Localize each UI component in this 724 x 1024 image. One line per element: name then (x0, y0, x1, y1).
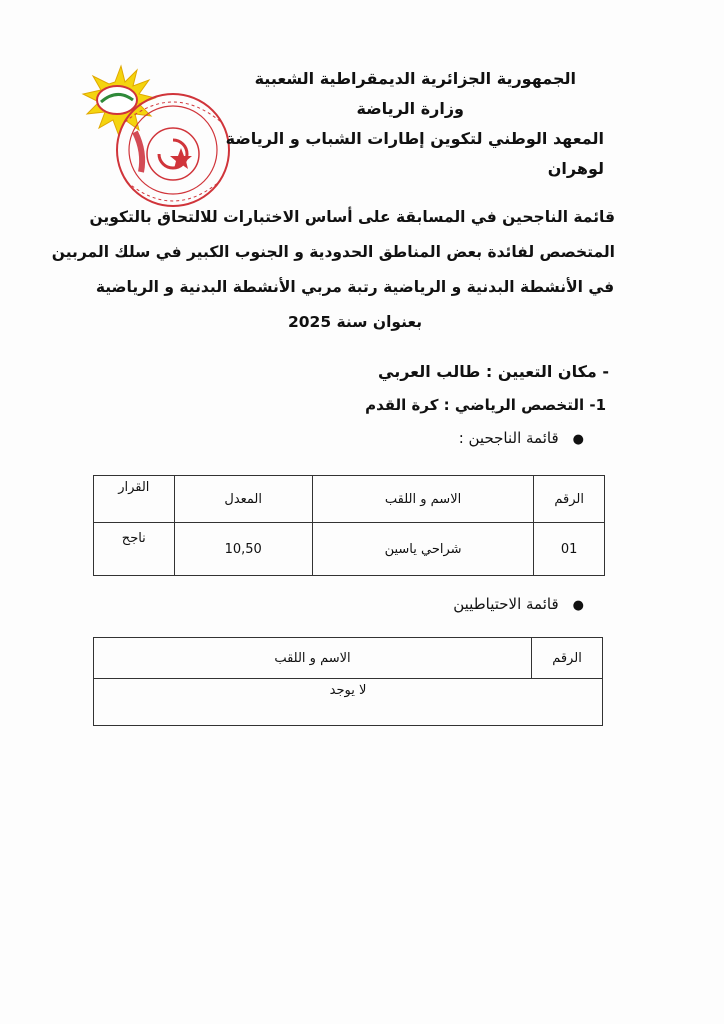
successful-table (93, 475, 605, 576)
col-number: الرقم (534, 476, 605, 523)
table-row (94, 679, 603, 726)
sport-specialty: 1- التخصص الرياضي : كرة القدم (365, 396, 606, 414)
table-header-row (94, 638, 603, 679)
table-header-row (94, 476, 605, 523)
reserves-heading-text: قائمة الاحتياطيين (453, 595, 559, 613)
title-line-1: قائمة الناجحين في المسابقة على أساس الاختبارات للالتحاق بالتكوين (89, 208, 615, 226)
title-line-3: في الأنشطة البدنية و الرياضية رتبة مربي الأنشطة البدنية و الرياضية (95, 278, 615, 296)
successful-heading-text: قائمة الناجحين : (458, 429, 559, 447)
col-decision: القرار (94, 476, 175, 523)
bullet-icon: ● (572, 598, 584, 613)
empty-cell: لا يوجد (94, 679, 603, 726)
title-line-4: بعنوان سنة 2025 (287, 313, 423, 331)
institute-name: المعهد الوطني لتكوين إطارات الشباب و الرياضة لوهران (225, 129, 604, 178)
cell-decision: ناجح (94, 523, 175, 576)
cell-name: شراحي ياسين (312, 523, 534, 576)
posting-location: - مكان التعيين : طالب العربي (378, 362, 609, 381)
reserves-table (93, 637, 603, 726)
col-average: المعدل (174, 476, 312, 523)
cell-average: 10,50 (174, 523, 312, 576)
cell-number: 01 (534, 523, 605, 576)
col-name: الاسم و اللقب (312, 476, 534, 523)
bullet-icon: ● (572, 432, 584, 447)
document-header (184, 64, 604, 184)
ministry-name: وزارة الرياضة (356, 99, 464, 118)
reserves-list-heading (453, 595, 584, 613)
republic-name: الجمهورية الجزائرية الديمقراطية الشعبية (254, 69, 576, 88)
col-number: الرقم (532, 638, 603, 679)
document-title (51, 200, 615, 340)
title-line-2: المتخصص لفائدة بعض المناطق الحدودية و الجنوب الكبير في سلك المربين (51, 243, 615, 261)
col-name: الاسم و اللقب (94, 638, 532, 679)
table-row (94, 523, 605, 576)
successful-list-heading (459, 429, 584, 447)
